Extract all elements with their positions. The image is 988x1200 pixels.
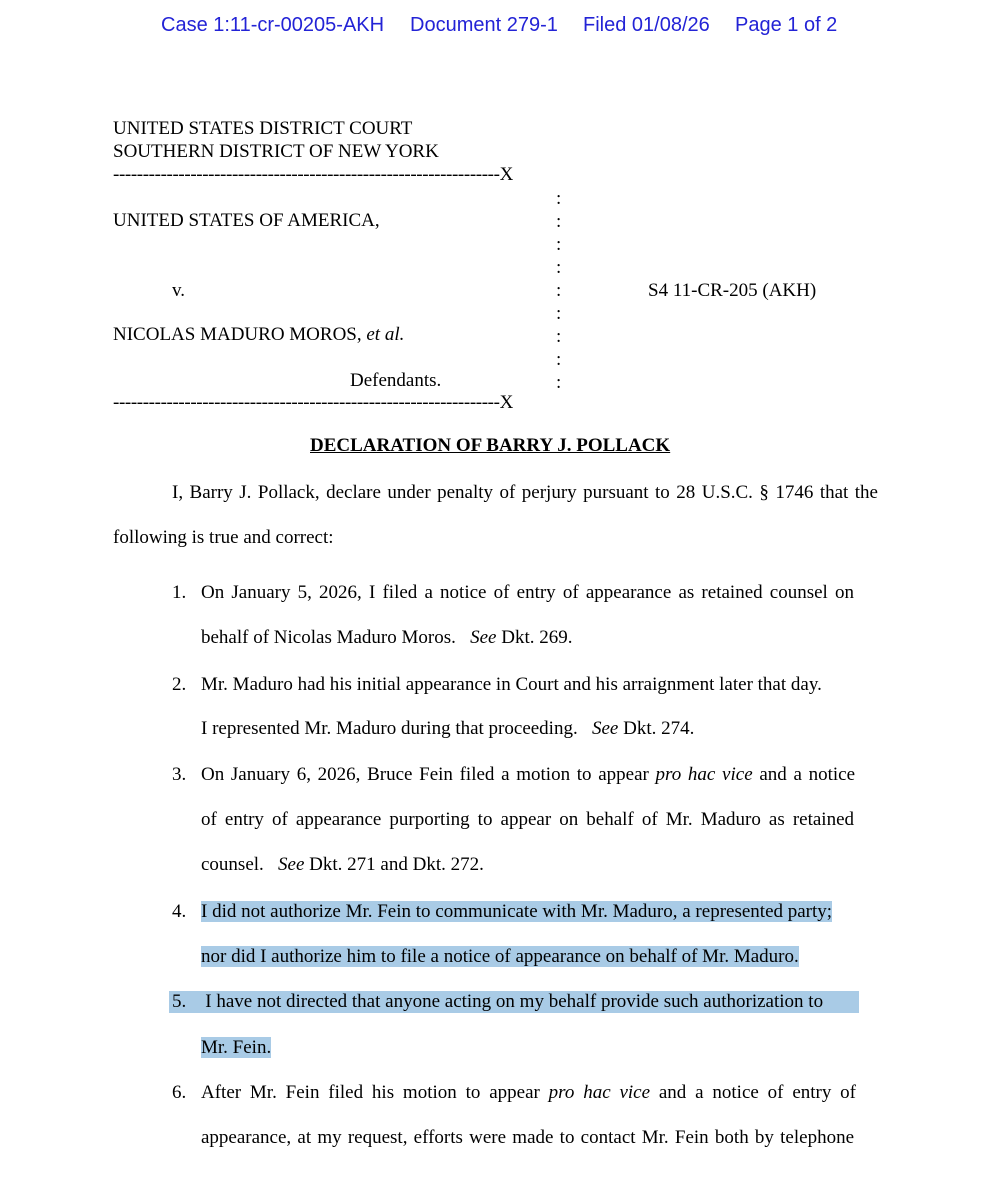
see-signal: See [470, 627, 497, 648]
item6-line2 [201, 1127, 854, 1149]
item-number: 3. [172, 764, 187, 785]
highlighted-text: I did not authorize Mr. Fein to communicate with Mr. Maduro, a represented party; [201, 901, 833, 922]
plaintiff-name: UNITED STATES OF AMERICA, [113, 210, 380, 231]
item-number: 1. [172, 582, 187, 603]
caption-divider-bottom: -----------------------------------------------------------------X [113, 392, 513, 413]
item5-line2 [201, 1037, 271, 1059]
item1-line1 [201, 582, 854, 604]
item-number: 6. [172, 1082, 187, 1103]
ecf-header [0, 14, 988, 42]
item3-line1-b: and a notice [752, 764, 856, 785]
item4-line2 [201, 946, 799, 968]
item1-line2 [201, 627, 572, 649]
item5-line1-text: I have not directed that anyone acting on my behalf provide such authorization to [205, 991, 824, 1012]
highlighted-text [169, 991, 859, 1013]
item6-line1-a: After Mr. Fein filed his motion to appear [201, 1082, 549, 1103]
item3-line1 [201, 764, 855, 786]
item3-line1-text [201, 764, 855, 786]
item6-line1 [201, 1082, 856, 1104]
intro-line1-text: I, Barry J. Pollack, declare under penalty of perjury pursuant to 28 U.S.C. § 1746 that the [172, 482, 878, 503]
intro-line1 [172, 482, 878, 504]
item4-line1 [201, 901, 832, 923]
item3-line3 [201, 854, 484, 876]
item2-line2 [201, 718, 694, 740]
see-signal: See [591, 718, 619, 739]
highlighted-text: Mr. Fein. [201, 1037, 272, 1058]
item6-line2-text: appearance, at my request, efforts were made to contact Mr. Fein both by telephone [201, 1127, 854, 1148]
item3-line1-a: On January 6, 2026, Bruce Fein filed a motion to appear [201, 764, 656, 785]
item2-line2-text: I represented Mr. Maduro during that proceeding. [201, 718, 583, 739]
versus-label: v. [172, 280, 186, 301]
item2-line1 [201, 674, 854, 696]
item3-line2-text: of entry of appearance purporting to appear on behalf of Mr. Maduro as retained [201, 809, 854, 830]
defendants-label: Defendants. [350, 370, 442, 391]
caption-colon: : [556, 257, 562, 278]
item6-line1-b: and a notice of entry of [650, 1082, 857, 1103]
caption-colon: : [556, 188, 562, 209]
caption-colon: : [556, 372, 562, 393]
caption-colon: : [556, 349, 562, 370]
defendant-name [113, 323, 404, 346]
caption-colon: : [556, 211, 562, 232]
case-number-caption: S4 11-CR-205 (AKH) [648, 280, 817, 301]
caption-colon: : [556, 280, 562, 301]
filed-date-header: Filed 01/08/26 [583, 14, 710, 36]
item1-cite: Dkt. 269. [496, 627, 573, 648]
pro-hac-vice-text: pro hac vice [548, 1082, 651, 1103]
et-al-text: et al. [366, 324, 405, 345]
document-number-header: Document 279-1 [410, 14, 558, 36]
item6-line1-text [201, 1082, 856, 1104]
item1-line2-text: behalf of Nicolas Maduro Moros. [201, 627, 461, 648]
court-name-line1: UNITED STATES DISTRICT COURT [113, 118, 413, 139]
caption-divider-top: -----------------------------------------------------------------X [113, 164, 513, 185]
see-signal: See [278, 854, 305, 875]
item1-line1-text: On January 5, 2026, I filed a notice of entry of appearance as retained counsel on [201, 582, 854, 603]
caption-colon: : [556, 234, 562, 255]
document-title: DECLARATION OF BARRY J. POLLACK [310, 435, 671, 456]
item-number: 5. [172, 991, 187, 1012]
page-number-header: Page 1 of 2 [735, 14, 838, 36]
item3-cite: Dkt. 271 and Dkt. 272. [304, 854, 484, 875]
item3-line3-text: counsel. [201, 854, 269, 875]
case-number-header: Case 1:11-cr-00205-AKH [161, 14, 385, 36]
item2-line1-text: Mr. Maduro had his initial appearance in Court and his arraignment later that day. [201, 674, 822, 695]
item2-cite: Dkt. 274. [618, 718, 695, 739]
item3-line2 [201, 809, 854, 831]
item-number: 2. [172, 674, 187, 695]
caption-colon: : [556, 326, 562, 347]
pro-hac-vice-text: pro hac vice [655, 764, 753, 785]
court-name-line2: SOUTHERN DISTRICT OF NEW YORK [113, 141, 439, 162]
defendant-name-text: NICOLAS MADURO MOROS, [113, 324, 367, 345]
intro-line2: following is true and correct: [113, 527, 334, 548]
item5-line1 [169, 991, 859, 1013]
item-number: 4. [172, 901, 187, 922]
caption-colon: : [556, 303, 562, 324]
highlighted-text: nor did I authorize him to file a notice of appearance on behalf of Mr. Maduro. [201, 946, 799, 967]
